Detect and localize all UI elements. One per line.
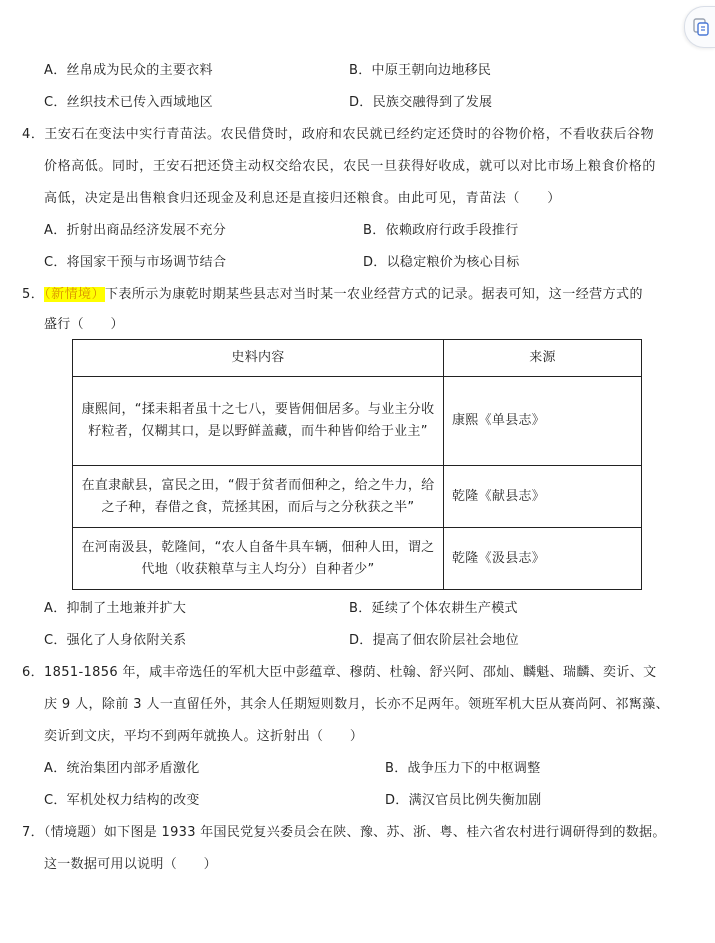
q4-stem-line2: 价格高低。同时，王安石把还贷主动权交给农民，农民一旦获得好收成，就可以对比市场上粮食价格的 (44, 159, 657, 174)
table-header-content: 史料内容 (73, 340, 444, 377)
q4-stem-line3: 高低，决定是出售粮食归还现金及利息还是直接归还粮食。由此可见，青苗法（ ） (44, 191, 561, 206)
q5-option-a: A．抑制了土地兼并扩大 (44, 601, 187, 616)
q4-option-c: C．将国家干预与市场调节结合 (44, 255, 227, 270)
q3-option-b: B．中原王朝向边地移民 (349, 63, 492, 78)
q5-option-d: D．提高了佃农阶层社会地位 (349, 633, 519, 648)
q5-option-b: B．延续了个体农耕生产模式 (349, 601, 518, 616)
table-cell-content: 康熙间，“揉耒耜者虽十之七八，要皆佣佃居多。与业主分收籽粒者，仅糊其口，是以野鲜盖藏，而牛种皆仰给于业主” (73, 377, 444, 466)
q6-option-a: A．统治集团内部矛盾激化 (44, 761, 200, 776)
q6-stem-line1: 6．1851-1856 年，咸丰帝选任的军机大臣中彭蕴章、穆荫、杜翰、舒兴阿、邵灿、麟魁、瑞麟、奕䜣、文 (22, 665, 657, 680)
table-cell-source: 康熙《单县志》 (444, 377, 642, 466)
table-cell-source: 乾隆《献县志》 (444, 466, 642, 528)
table-cell-source: 乾隆《汲县志》 (444, 528, 642, 590)
translate-icon[interactable] (684, 6, 715, 48)
q7-stem-line2: 这一数据可用以说明（ ） (44, 857, 217, 872)
q5-scenario-tag: （新情境） (44, 287, 105, 302)
source-table (72, 339, 642, 590)
q6-option-b: B．战争压力下的中枢调整 (385, 761, 541, 776)
q3-option-a: A．丝帛成为民众的主要衣料 (44, 63, 213, 78)
q4-option-d: D．以稳定粮价为核心目标 (363, 255, 520, 270)
table-row (73, 466, 642, 528)
q5-stem-text: 下表所示为康乾时期某些县志对当时某一农业经营方式的记录。据表可知，这一经营方式的 (104, 287, 643, 302)
table-cell-content: 在直隶献县，富民之田，“假于贫者而佃种之，给之牛力，给之子种，春借之食，荒拯其困，而后与之分秋获之半” (73, 466, 444, 528)
q6-stem-line3: 奕䜣到文庆，平均不到两年就换人。这折射出（ ） (44, 729, 364, 744)
q6-option-d: D．满汉官员比例失衡加剧 (385, 793, 542, 808)
q6-stem-line2: 庆 9 人，除前 3 人一直留任外，其余人任期短则数月，长亦不足两年。领班军机大臣从赛尚阿、祁寯藻、 (44, 697, 670, 712)
table-row (73, 528, 642, 590)
table-row (73, 377, 642, 466)
q7-stem-line1: 7．（情境题）如下图是 1933 年国民党复兴委员会在陕、豫、苏、浙、粤、桂六省农村进行调研得到的数据。 (22, 825, 666, 840)
q4-stem-line1: 4．王安石在变法中实行青苗法。农民借贷时，政府和农民就已经约定还贷时的谷物价格，不看收获后谷物 (22, 127, 655, 142)
table-header-source: 来源 (444, 340, 642, 377)
table-cell-content: 在河南汲县，乾隆间，“农人自备牛具车辆，佃种人田，谓之代地（收获粮草与主人均分）自种者少” (73, 528, 444, 590)
q5-stem-line2: 盛行（ ） (44, 317, 124, 332)
q3-option-c: C．丝织技术已传入西域地区 (44, 95, 213, 110)
q5-stem-line1 (22, 283, 643, 302)
q3-option-d: D．民族交融得到了发展 (349, 95, 493, 110)
q6-option-c: C．军机处权力结构的改变 (44, 793, 200, 808)
q4-option-a: A．折射出商品经济发展不充分 (44, 223, 227, 238)
q4-option-b: B．依赖政府行政手段推行 (363, 223, 519, 238)
q5-option-c: C．强化了人身依附关系 (44, 633, 187, 648)
table-header-row (73, 340, 642, 377)
q5-number: 5． (22, 287, 45, 302)
